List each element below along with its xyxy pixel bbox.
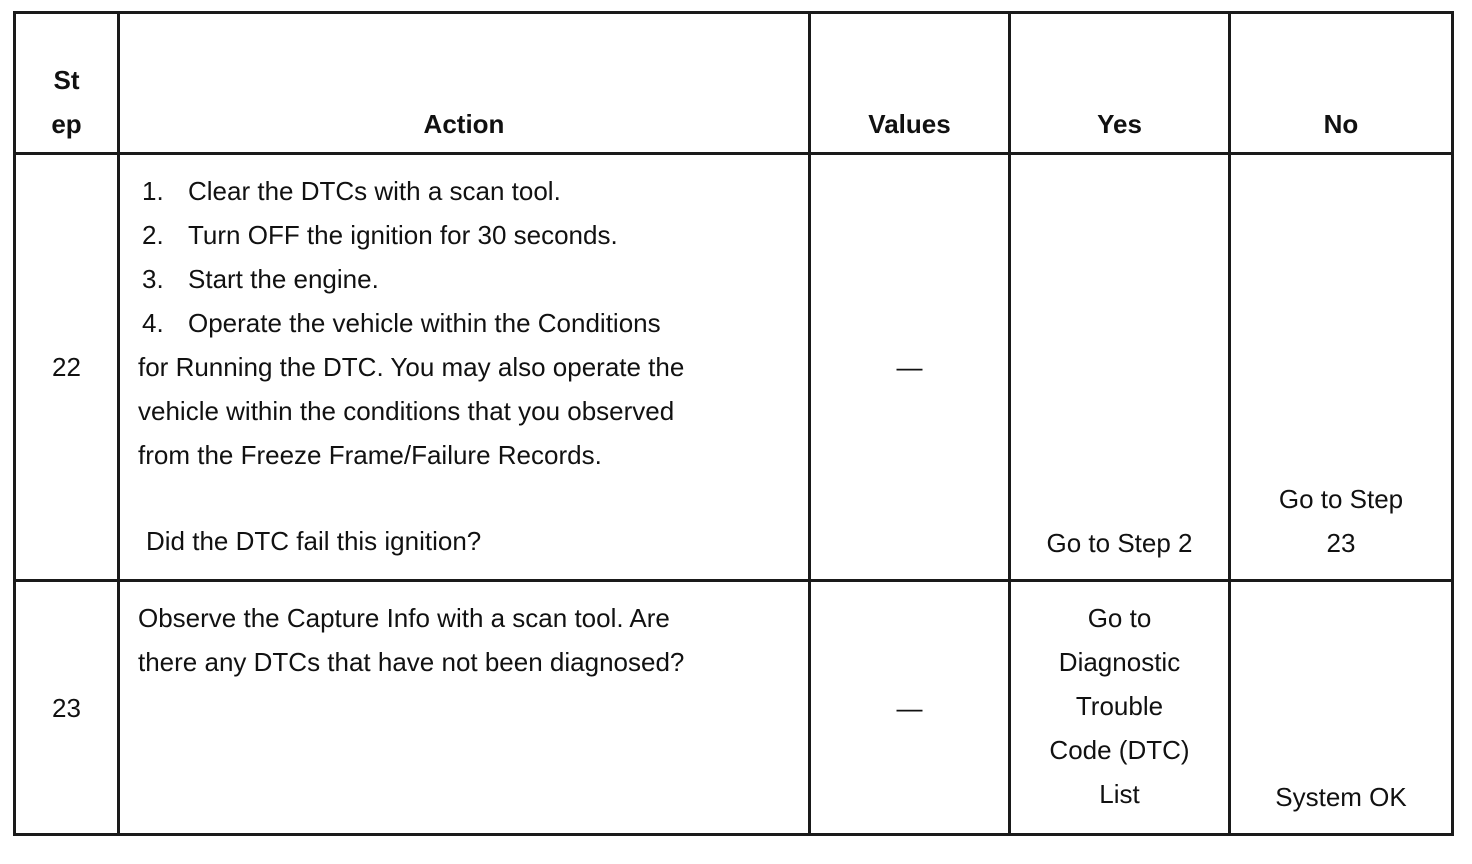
- item-text: Clear the DTCs with a scan tool.: [188, 176, 561, 206]
- no-cell: System OK: [1230, 581, 1453, 835]
- no-line: Go to Step: [1278, 484, 1404, 514]
- yes-cell: Go to Step 2: [1010, 154, 1230, 581]
- values-cell: —: [810, 154, 1010, 581]
- item-text: Start the engine.: [188, 264, 379, 294]
- no-line: 23: [1326, 528, 1356, 558]
- continuation-line: for Running the DTC. You may also operate the: [138, 352, 685, 382]
- action-list-item: [138, 257, 794, 301]
- item-number: 3.: [142, 264, 164, 294]
- yes-line: Code (DTC): [1049, 735, 1190, 765]
- header-yes: Yes: [1010, 13, 1230, 154]
- action-list-item: [138, 169, 794, 213]
- table-row-step-23: [15, 581, 1453, 835]
- table-row-step-22: [15, 154, 1453, 581]
- header-step: [15, 13, 119, 154]
- diagnostic-table: [13, 11, 1454, 836]
- yes-line: Diagnostic: [1058, 647, 1181, 677]
- item-number: 1.: [142, 176, 164, 206]
- continuation-line: vehicle within the conditions that you observed: [138, 396, 675, 426]
- header-step-line1: St: [53, 65, 80, 95]
- question-text: Did the DTC fail this ignition?: [146, 526, 482, 556]
- header-no: No: [1230, 13, 1453, 154]
- header-values: Values: [810, 13, 1010, 154]
- header-step-line2: ep: [51, 109, 82, 139]
- item-text: Turn OFF the ignition for 30 seconds.: [188, 220, 618, 250]
- yes-line: List: [1099, 779, 1140, 809]
- step-number: 23: [15, 581, 119, 835]
- values-cell: —: [810, 581, 1010, 835]
- item-number: 2.: [142, 220, 164, 250]
- action-line: there any DTCs that have not been diagnosed?: [138, 647, 685, 677]
- action-list-item: [138, 213, 794, 257]
- item-text: Operate the vehicle within the Conditions: [188, 308, 661, 338]
- yes-line: Trouble: [1075, 691, 1164, 721]
- action-list-item: [138, 301, 794, 345]
- header-action: Action: [119, 13, 810, 154]
- action-line: Observe the Capture Info with a scan tool. Are: [138, 603, 670, 633]
- action-cell: [119, 581, 810, 835]
- yes-line: Go to: [1087, 603, 1152, 633]
- step-number: 22: [15, 154, 119, 581]
- yes-cell: [1010, 581, 1230, 835]
- no-cell: [1230, 154, 1453, 581]
- continuation-line: from the Freeze Frame/Failure Records.: [138, 440, 602, 470]
- header-row: [15, 13, 1453, 154]
- item-number: 4.: [142, 308, 164, 338]
- action-cell: [119, 154, 810, 581]
